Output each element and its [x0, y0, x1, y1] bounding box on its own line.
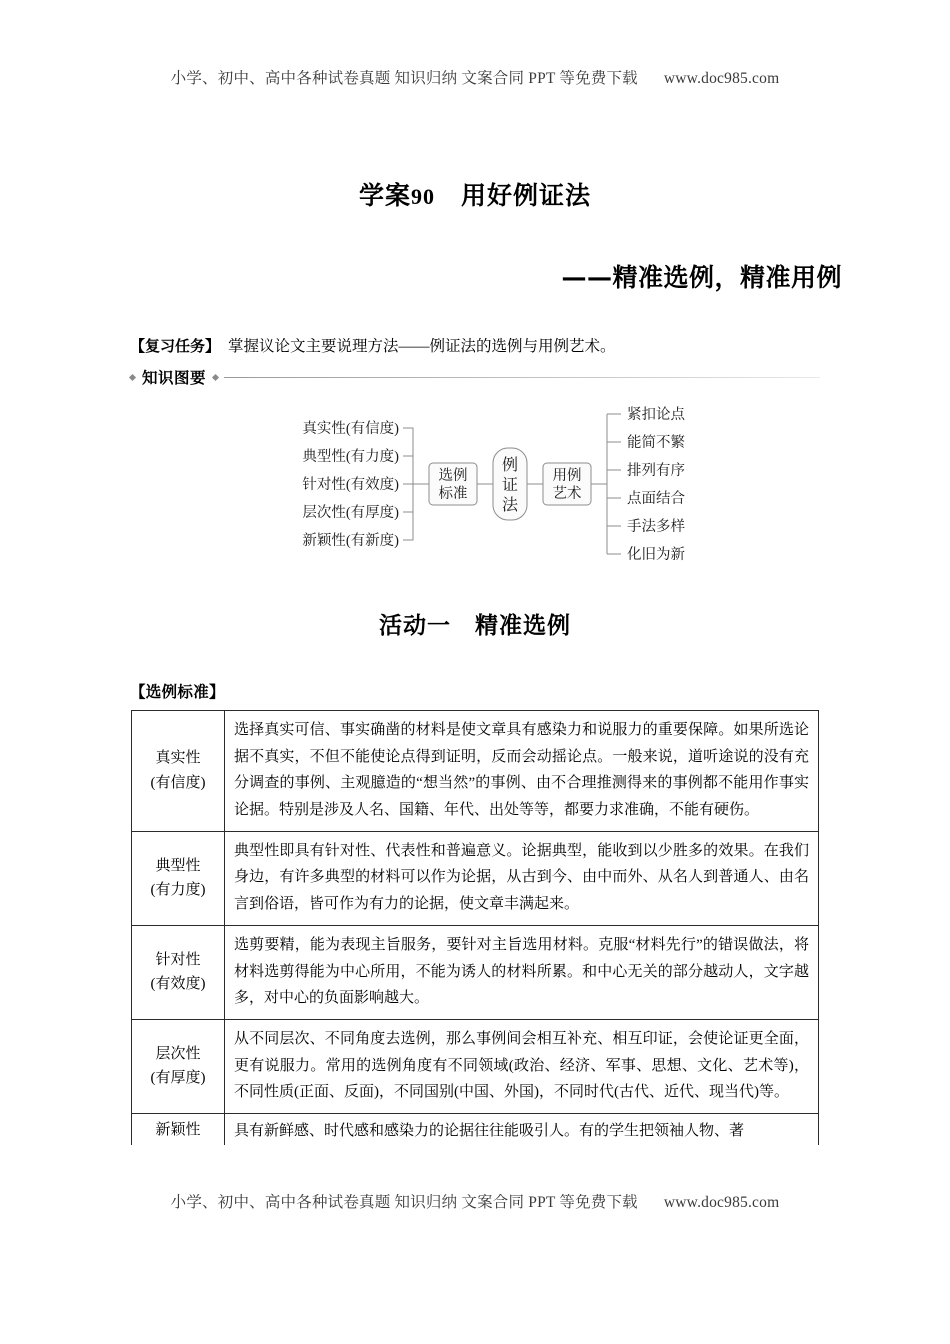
- knowledge-map-label: 知识图要: [142, 369, 207, 387]
- table-row: [132, 1113, 819, 1144]
- table-row-text: 典型性即具有针对性、代表性和普遍意义。论据典型，能收到以少胜多的效果。在我们身边，有许多典型的材料可以作为论据，从古到今、由中而外、从名人到普通人、由名言到俗语，皆可作为有力的论据，使文章丰满起来。: [225, 831, 819, 925]
- running-header-text: 小学、初中、高中各种试卷真题 知识归纳 文案合同 PPT 等免费下载: [170, 70, 638, 87]
- table-row-label: [132, 711, 225, 832]
- review-task-tag: 【复习任务】: [130, 337, 221, 355]
- table-row-label: [132, 1113, 225, 1144]
- page-title: [0, 176, 950, 212]
- mindmap-left-item: 新颖性(有新度): [302, 533, 399, 549]
- running-header: [0, 66, 950, 88]
- mindmap-right-item: 手法多样: [627, 519, 685, 535]
- table-row: [132, 711, 819, 832]
- activity-heading: [0, 607, 950, 640]
- mindmap-left-node-line1: 选例: [438, 468, 468, 484]
- review-task-body: 掌握议论文主要说理方法——例证法的选例与用例艺术。: [228, 338, 616, 355]
- criterion-degree: (有效度): [150, 976, 206, 993]
- activity-label: 活动一: [379, 613, 451, 639]
- diamond-bullet-icon: [212, 373, 219, 380]
- page-subtitle: ——精准选例，精准用例: [561, 263, 842, 292]
- page-title-number: 90: [410, 184, 435, 209]
- criterion-name: 新颖性: [155, 1121, 201, 1138]
- criteria-label: 【选例标准】: [130, 683, 225, 701]
- criterion-text-clipped: 具有新鲜感、时代感和感染力的论据往往能吸引人。有的学生把领袖人物、著: [234, 1122, 745, 1139]
- diamond-bullet-icon: [129, 373, 136, 380]
- criteria-table: [131, 710, 819, 1145]
- mindmap-right-node-line1: 用例: [552, 468, 582, 484]
- review-task: [130, 335, 830, 358]
- mindmap-right-item: 排列有序: [627, 463, 685, 479]
- mindmap-right-item: 点面结合: [627, 491, 685, 507]
- criterion-degree: (有力度): [150, 882, 206, 899]
- table-row-text: 选择真实可信、事实确凿的材料是使文章具有感染力和说服力的重要保障。如果所选论据不真实，不但不能使论点得到证明，反而会动摇论点。一般来说，道听途说的没有充分调查的事例、主观臆造的“想当然”的事例、由不合理推测得来的事例都不能用作事实论据。特别是涉及人名、国籍、年代、出处等等，都要力求准确，不能有硬伤。: [225, 711, 819, 832]
- criterion-name: 针对性: [155, 951, 201, 968]
- mindmap-left-node-line2: 标准: [438, 486, 468, 502]
- mindmap-left-item: 层次性(有厚度): [302, 505, 399, 521]
- mindmap-left-item: 针对性(有效度): [302, 477, 399, 493]
- mindmap-center-line3: 法: [501, 497, 519, 514]
- criterion-degree: (有厚度): [150, 1070, 206, 1087]
- criteria-table-clip: [0, 710, 950, 1172]
- mindmap-left-item: 真实性(有信度): [302, 421, 399, 437]
- running-header-url: www.doc985.com: [663, 70, 780, 87]
- criterion-name: 层次性: [155, 1045, 201, 1062]
- table-row-text: [225, 1113, 819, 1144]
- mindmap-left-item: 典型性(有力度): [302, 449, 399, 465]
- running-footer: [0, 1190, 950, 1212]
- table-row-label: [132, 925, 225, 1019]
- mindmap-center-line2: 证: [501, 477, 519, 494]
- section-divider: [224, 377, 820, 378]
- table-row-text: 从不同层次、不同角度去选例，那么事例间会相互补充、相互印证，会使论证更全面，更有说服力。常用的选例角度有不同领域(政治、经济、军事、思想、文化、艺术等)，不同性质(正面、反面)，不同国别(中国、外国)，不同时代(古代、近代、现当代)等。: [225, 1019, 819, 1113]
- mindmap-right-item: 紧扣论点: [627, 407, 685, 423]
- page-title-text: 用好例证法: [461, 181, 592, 210]
- criterion-name: 典型性: [155, 857, 201, 874]
- table-row: [132, 925, 819, 1019]
- knowledge-map-heading: [130, 366, 820, 388]
- knowledge-mindmap: [255, 398, 705, 583]
- mindmap-right-item: 能简不繁: [627, 435, 685, 451]
- table-row-text: 选剪要精，能为表现主旨服务，要针对主旨选用材料。克服“材料先行”的错误做法，将材料选剪得能为中心所用，不能为诱人的材料所累。和中心无关的部分越动人，文字越多，对中心的负面影响越大。: [225, 925, 819, 1019]
- running-footer-url: www.doc985.com: [663, 1194, 780, 1211]
- table-row-label: [132, 831, 225, 925]
- criterion-name: 真实性: [155, 750, 201, 767]
- activity-title: 精准选例: [475, 613, 571, 639]
- table-row: [132, 1019, 819, 1113]
- running-footer-text: 小学、初中、高中各种试卷真题 知识归纳 文案合同 PPT 等免费下载: [170, 1194, 638, 1211]
- table-row: [132, 831, 819, 925]
- table-row-label: [132, 1019, 225, 1113]
- page-title-prefix: 学案: [358, 181, 411, 210]
- mindmap-center-line1: 例: [501, 457, 519, 474]
- criterion-degree: (有信度): [150, 774, 206, 791]
- mindmap-right-item: 化旧为新: [627, 547, 685, 563]
- mindmap-right-node-line2: 艺术: [552, 486, 582, 502]
